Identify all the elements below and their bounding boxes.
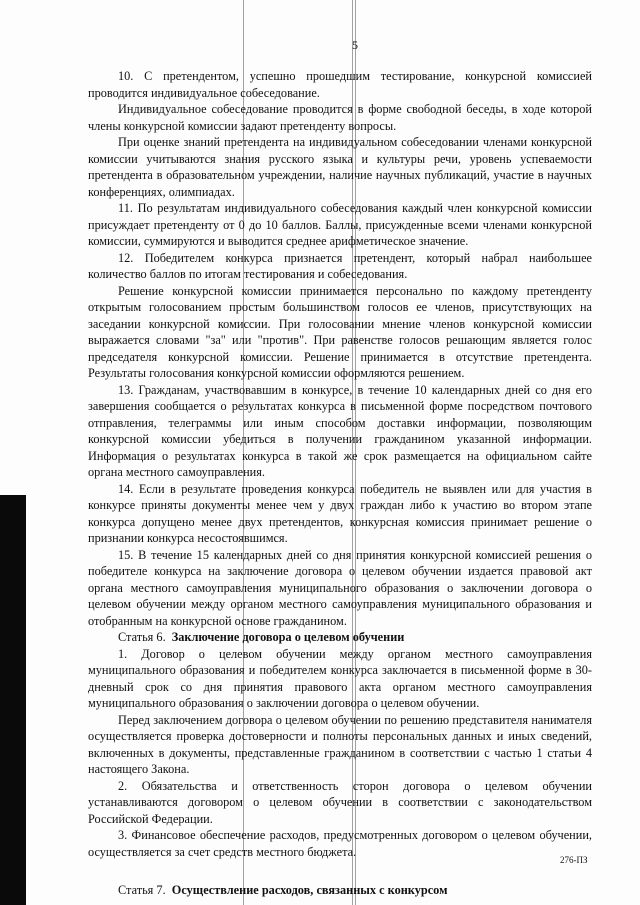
document-body (88, 68, 592, 899)
paragraph: 12. Победителем конкурса признается претендент, который набрал наибольшее количество баллов по итогам тестирования и собеседования. (88, 250, 592, 281)
article-7-label: Статья 7. (118, 883, 166, 897)
paragraph: 13. Гражданам, участвовавшим в конкурсе, в течение 10 календарных дней со дня его завершения сообщается о результатах конкурса в письменной форме посредством почтового отправления, телеграммы или иным способом доставки информации, позволяющим конкурсной комиссии убедиться в получении гражданином указанной информации. Информация о результатах конкурса в такой же срок размещается на официальном сайте органа местного самоуправления. (88, 382, 592, 479)
paragraph: Решение конкурсной комиссии принимается персонально по каждому претенденту открытым голосованием простым большинством голосов ее членов, присутствующих на заседании конкурсной комиссии. При голосовании мнение членов конкурсной комиссии выражается словами "за" или "против". При равенстве голосов решающим является голос председателя конкурсной комиссии. Решение принимается в отсутствие претендента. Результаты голосования конкурсной комиссии оформляются решением. (88, 283, 592, 380)
article-7-heading (88, 882, 592, 899)
paragraph: 10. С претендентом, успешно прошедшим тестирование, конкурсной комиссией проводится индивидуальное собеседование. (88, 69, 592, 100)
paragraph: Перед заключением договора о целевом обучении по решению представителя нанимателя осуществляется проверка достоверности и полноты персональных данных и иных сведений, включенных в документы, представленные гражданином в соответствии с частью 1 статьи 4 настоящего Закона. (88, 712, 592, 776)
paragraph: При оценке знаний претендента на индивидуальном собеседовании членами конкурсной комиссии учитываются знания русского языка и культуры речи, уровень успеваемости претендента в образовательном учреждении, наличие научных публикаций, участие в научных конференциях, олимпиадах. (88, 135, 592, 199)
document-code: 276-ПЗ (560, 855, 588, 865)
paragraph: Индивидуальное собеседование проводится в форме свободной беседы, в ходе которой члены конкурсной комиссии задают претенденту вопросы. (88, 102, 592, 133)
paragraph: 3. Финансовое обеспечение расходов, предусмотренных договором о целевом обучении, осуществляется за счет средств местного бюджета. (88, 828, 592, 859)
article-6-label: Статья 6. (118, 630, 166, 644)
paragraph: 11. По результатам индивидуального собеседования каждый член конкурсной комиссии присуждает претенденту от 0 до 10 баллов. Баллы, присужденные всеми членами конкурсной комиссии, суммируются и выводится среднее арифметическое значение. (88, 201, 592, 248)
scan-edge-shadow (0, 495, 26, 905)
paragraph: 14. Если в результате проведения конкурса победитель не выявлен или для участия в конкурсе приняты документы менее чем у двух граждан либо к участию во втором этапе конкурса допущено менее двух претендентов, конкурсная комиссия принимает решение о признании конкурса несостоявшимся. (88, 481, 592, 545)
paragraph: 2. Обязательства и ответственность сторон договора о целевом обучении устанавливаются договором о целевом обучении в соответствии с законодательством Российской Федерации. (88, 778, 592, 826)
article-6-heading (88, 629, 592, 646)
page-number: 5 (352, 38, 358, 52)
paragraph: 15. В течение 15 календарных дней со дня принятия конкурсной комиссией решения о победителе конкурса на заключение договора о целевом обучении издается правовой акт органа местного самоуправления муниципального образования о заключении договора о целевом обучении между органом местного самоуправления муниципального образования и отобранным на конкурсной основе гражданином. (88, 547, 592, 628)
article-6-title: Заключение договора о целевом обучении (171, 630, 405, 644)
paragraph: 1. Договор о целевом обучении между органом местного самоуправления муниципального образования и победителем конкурса заключается в письменной форме в 30-дневный срок со дня принятия правового акта органом местного самоуправления муниципального образования о заключении договора о целевом обучении. (88, 646, 592, 710)
article-7-title: Осуществление расходов, связанных с конкурсом (171, 883, 448, 897)
